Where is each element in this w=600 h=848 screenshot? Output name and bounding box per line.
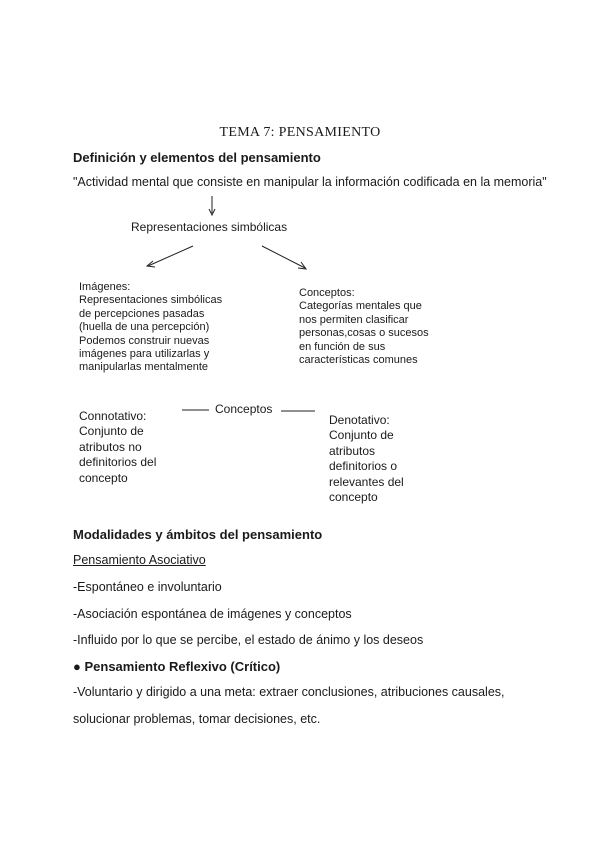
associative-item: -Espontáneo e involuntario [73, 580, 222, 594]
concepts-block [299, 287, 429, 367]
denotative-line: concepto [329, 490, 378, 505]
images-line: Podemos construir nuevas [79, 334, 210, 347]
images-line: Representaciones simbólicas [79, 294, 223, 307]
definition-quote: "Actividad mental que consiste en manipular la información codificada en la memoria" [73, 175, 547, 189]
reflexive-title: Pensamiento Reflexivo (Crítico) [84, 659, 281, 674]
images-line: Imágenes: [79, 281, 131, 293]
reflexive-item: solucionar problemas, tomar decisiones, etc. [73, 712, 321, 726]
connotative-line: concepto [79, 470, 128, 485]
associative-title: Pensamiento Asociativo [73, 553, 206, 567]
bullet-icon: ● [73, 659, 81, 674]
connotative-line: Conjunto de [79, 424, 144, 439]
symbolic-representations: Representaciones simbólicas [131, 220, 288, 234]
connotative-line: Connotativo: [79, 409, 147, 423]
page-title: TEMA 7: PENSAMIENTO [219, 125, 381, 140]
images-block [79, 281, 222, 375]
concepts-line: nos permiten clasificar [299, 313, 409, 326]
reflexive-item: -Voluntario y dirigido a una meta: extraer conclusiones, atribuciones causales, [73, 685, 505, 699]
left-arrow [148, 246, 193, 266]
concepts-line: en función de sus [299, 340, 386, 353]
images-line: manipularlas mentalmente [79, 361, 209, 374]
connotative-line: definitorios del [79, 455, 157, 470]
concepts-line: personas,cosas o sucesos [299, 327, 429, 340]
connotative-line: atributos no [79, 439, 142, 454]
denotative-line: relevantes del [329, 474, 404, 489]
denotative-line: Conjunto de [329, 428, 394, 443]
images-line: de percepciones pasadas [79, 307, 205, 320]
center-concepts: Conceptos [215, 402, 273, 416]
denotative-line: Denotativo: [329, 413, 390, 427]
reflexive-heading [73, 659, 280, 674]
images-line: imágenes para utilizarlas y [79, 348, 210, 361]
left-arrow-head [147, 261, 155, 267]
right-arrow [262, 246, 305, 268]
concepts-line: Categorías mentales que [299, 300, 422, 313]
section-heading-modalities: Modalidades y ámbitos del pensamiento [73, 527, 323, 542]
denotative-block [329, 413, 404, 505]
concepts-line: Conceptos: [299, 287, 355, 299]
connotative-block [79, 409, 156, 486]
denotative-line: definitorios o [329, 459, 398, 474]
associative-item: -Influido por lo que se percibe, el estado de ánimo y los deseos [73, 633, 424, 647]
concepts-line: características comunes [299, 354, 418, 367]
denotative-line: atributos [329, 443, 376, 458]
associative-item: -Asociación espontánea de imágenes y conceptos [73, 607, 352, 621]
images-line: (huella de una percepción) [79, 321, 210, 334]
section-heading-definition: Definición y elementos del pensamiento [73, 150, 321, 165]
